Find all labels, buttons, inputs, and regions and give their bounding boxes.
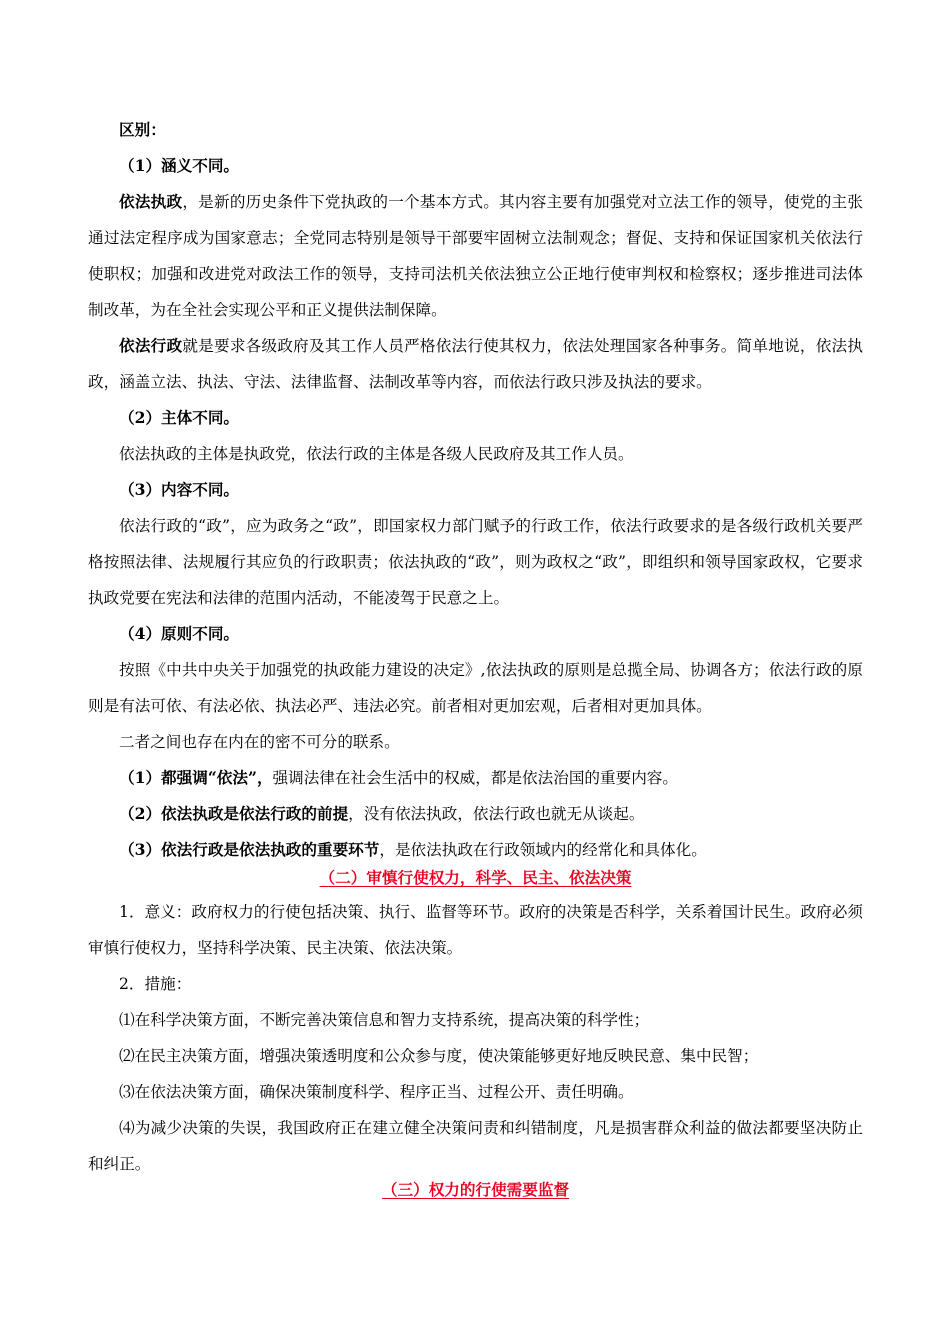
link-item-2 bbox=[88, 796, 863, 832]
point-2-heading: （2）主体不同。 bbox=[119, 408, 240, 427]
section-heading-3: （三）权力的行使需要监督 bbox=[381, 1180, 570, 1199]
link-item-label: （1）都强调“依法”， bbox=[119, 768, 273, 787]
measure-item: ⑵在民主决策方面，增强决策透明度和公众参与度，使决策能够更好地反映民意、集中民智； bbox=[119, 1047, 759, 1065]
point-1-paragraph-a bbox=[88, 184, 863, 328]
meaning-paragraph: 1．意义：政府权力的行使包括决策、执行、监督等环节。政府的决策是否科学，关系着国计民生。政府必须审慎行使权力，坚持科学决策、民主决策、依法决策。 bbox=[88, 903, 863, 957]
paragraph-text: ，是新的历史条件下党执政的一个基本方式。其内容主要有加强党对立法工作的领导，使党的主张通过法定程序成为国家意志；全党同志特别是领导干部要牢固树立法制观念；督促、支持和保证国家机关依法行使职权；加强和改进党对政法工作的领导，支持司法机关依法独立公正地行使审判权和检察权；逐步推进司法体制改革，为在全社会实现公平和正义提供法制保障。 bbox=[88, 193, 863, 319]
point-3-heading: （3）内容不同。 bbox=[119, 480, 240, 499]
measure-item: ⑴在科学决策方面，不断完善决策信息和智力支持系统，提高决策的科学性； bbox=[119, 1011, 650, 1029]
point-3-paragraph: 依法行政的“政”，应为政务之“政”，即国家权力部门赋予的行政工作，依法行政要求的是各级行政机关要严格按照法律、法规履行其应负的行政职责；依法执政的“政”，则为政权之“政”，即组织和领导国家政权，它要求执政党要在宪法和法律的范围内活动，不能凌驾于民意之上。 bbox=[88, 517, 863, 607]
distinction-label: 区别： bbox=[119, 120, 166, 139]
link-intro: 二者之间也存在内在的密不可分的联系。 bbox=[119, 733, 400, 751]
term-party-rule-by-law: 依法执政 bbox=[119, 192, 183, 211]
link-item-text: ，没有依法执政，依法行政也就无从谈起。 bbox=[348, 805, 645, 823]
point-1-heading: （1）涵义不同。 bbox=[119, 156, 240, 175]
link-item-label: （3）依法行政是依法执政的重要环节 bbox=[119, 840, 380, 859]
term-administration-by-law: 依法行政 bbox=[119, 336, 183, 355]
link-item-text: ，是依法执政在行政领域内的经常化和具体化。 bbox=[379, 841, 707, 859]
link-item-1 bbox=[88, 760, 863, 796]
measure-item: ⑷为减少决策的失误，我国政府正在建立健全决策问责和纠错制度，凡是损害群众利益的做法都要坚决防止和纠正。 bbox=[88, 1119, 863, 1173]
measure-item: ⑶在依法决策方面，确保决策制度科学、程序正当、过程公开、责任明确。 bbox=[119, 1083, 634, 1101]
link-item-label: （2）依法执政是依法行政的前提 bbox=[119, 804, 349, 823]
paragraph-text: 就是要求各级政府及其工作人员严格依法行使其权力，依法处理国家各种事务。简单地说，依法执政，涵盖立法、执法、守法、法律监督、法制改革等内容，而依法行政只涉及执法的要求。 bbox=[88, 337, 863, 391]
point-2-paragraph: 依法执政的主体是执政党，依法行政的主体是各级人民政府及其工作人员。 bbox=[119, 445, 634, 463]
point-1-paragraph-b bbox=[88, 328, 863, 400]
section-heading-2: （二）审慎行使权力，科学、民主、依法决策 bbox=[319, 868, 632, 887]
measures-label: 2．措施： bbox=[119, 975, 192, 993]
link-item-text: 强调法律在社会生活中的权威，都是依法治国的重要内容。 bbox=[272, 769, 678, 787]
point-4-paragraph: 按照《中共中央关于加强党的执政能力建设的决定》,依法执政的原则是总揽全局、协调各方；依法行政的原则是有法可依、有法必依、执法必严、违法必究。前者相对更加宏观，后者相对更加具体。 bbox=[88, 661, 863, 715]
point-4-heading: （4）原则不同。 bbox=[119, 624, 240, 643]
